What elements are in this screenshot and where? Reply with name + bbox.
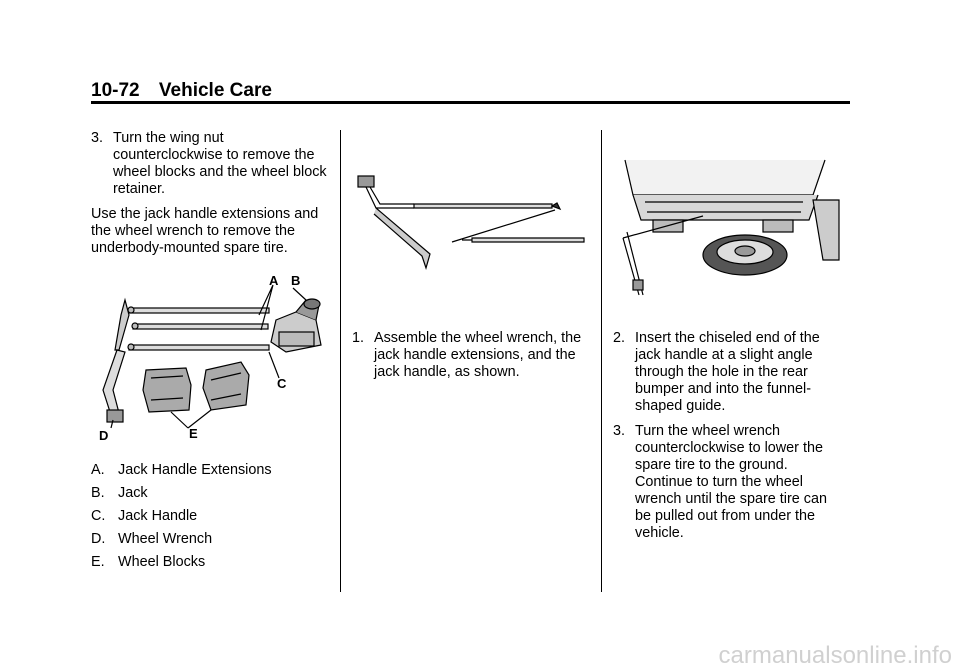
step-text: Turn the wheel wrench counterclockwise to lower the spare tire to the ground. Continue to turn the wheel wrench until the spare tire can be pulled out from under the vehicle. xyxy=(635,423,827,541)
assembly-figure xyxy=(352,168,590,278)
legend-item: D. Wheel Wrench xyxy=(91,531,213,547)
legend-item: B. Jack xyxy=(91,485,148,501)
figure-legend xyxy=(91,462,331,577)
step-item xyxy=(613,423,845,542)
legend-item: C. Jack Handle xyxy=(91,508,198,524)
column-3 xyxy=(613,330,845,550)
body-paragraph: Use the jack handle extensions and the wheel wrench to remove the underbody-mounted spare tire. xyxy=(91,206,319,256)
legend-item: E. Wheel Blocks xyxy=(91,554,206,570)
figure-label-d: D xyxy=(99,428,109,443)
page-header xyxy=(91,80,272,102)
step-number: 2. xyxy=(613,330,626,346)
figure-label-c: C xyxy=(277,376,287,391)
figure-label-e: E xyxy=(189,426,198,441)
step-text: Assemble the wheel wrench, the jack handle extensions, and the jack handle, as shown. xyxy=(374,330,582,380)
figure-label-a: A xyxy=(269,273,279,288)
vehicle-rear-figure xyxy=(613,160,839,295)
jack-components-figure xyxy=(91,270,331,445)
step-number: 1. xyxy=(352,330,365,346)
column-divider xyxy=(340,130,341,592)
step-item xyxy=(352,330,592,381)
step-number: 3. xyxy=(91,130,104,146)
step-text: Insert the chiseled end of the jack handle at a slight angle through the hole in the rear bumper and into the funnel-shaped guide. xyxy=(635,330,820,414)
step-item xyxy=(91,130,331,198)
step-number: 3. xyxy=(613,423,626,439)
header-rule xyxy=(91,101,850,104)
column-1 xyxy=(91,130,331,265)
step-text: Turn the wing nut counterclockwise to remove the wheel blocks and the wheel block retainer. xyxy=(113,130,327,197)
section-title: Vehicle Care xyxy=(158,80,272,101)
watermark-url: carmanualsonline.info xyxy=(718,642,952,669)
column-2 xyxy=(352,330,592,389)
column-divider xyxy=(601,130,602,592)
page-number: 10-72 xyxy=(91,80,140,101)
legend-item: A. Jack Handle Extensions xyxy=(91,462,272,478)
step-item xyxy=(613,330,845,415)
figure-label-b: B xyxy=(291,273,301,288)
